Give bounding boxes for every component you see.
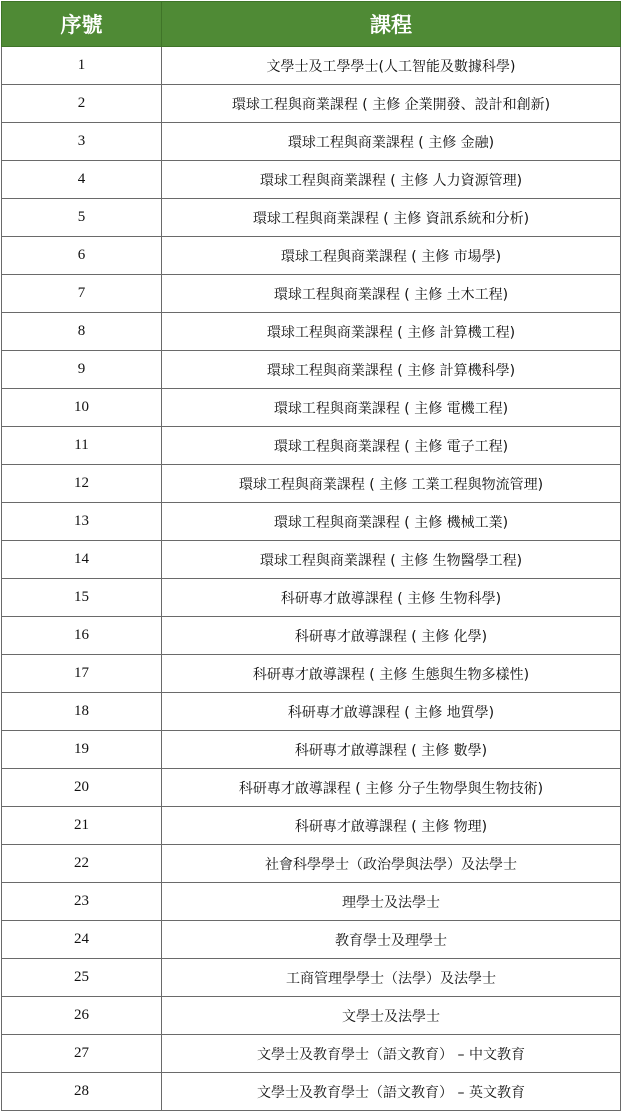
table-row: [2, 85, 621, 123]
table-row: [2, 237, 621, 275]
table-row: [2, 1035, 621, 1073]
row-number: 22: [2, 845, 162, 883]
table-row: [2, 807, 621, 845]
course-name: 環球工程與商業課程 ( 主修 生物醫學工程): [162, 541, 621, 579]
row-number: 7: [2, 275, 162, 313]
column-header-number: 序號: [2, 2, 162, 47]
row-number: 27: [2, 1035, 162, 1073]
table-row: [2, 617, 621, 655]
course-name: 科研專才啟導課程 ( 主修 生物科學): [162, 579, 621, 617]
table-row: [2, 503, 621, 541]
row-number: 5: [2, 199, 162, 237]
row-number: 1: [2, 47, 162, 85]
course-name: 文學士及法學士: [162, 997, 621, 1035]
row-number: 2: [2, 85, 162, 123]
course-name: 環球工程與商業課程 ( 主修 工業工程與物流管理): [162, 465, 621, 503]
table-row: [2, 123, 621, 161]
course-name: 環球工程與商業課程 ( 主修 計算機科學): [162, 351, 621, 389]
course-name: 環球工程與商業課程 ( 主修 資訊系統和分析): [162, 199, 621, 237]
table-row: [2, 427, 621, 465]
table-row: [2, 161, 621, 199]
row-number: 23: [2, 883, 162, 921]
table-row: [2, 693, 621, 731]
row-number: 17: [2, 655, 162, 693]
course-name: 環球工程與商業課程 ( 主修 市場學): [162, 237, 621, 275]
row-number: 11: [2, 427, 162, 465]
table-row: [2, 655, 621, 693]
table-row: [2, 579, 621, 617]
program-table: [1, 1, 621, 1111]
table-row: [2, 959, 621, 997]
course-name: 理學士及法學士: [162, 883, 621, 921]
column-header-course: 課程: [162, 2, 621, 47]
row-number: 26: [2, 997, 162, 1035]
table-row: [2, 921, 621, 959]
table-row: [2, 883, 621, 921]
row-number: 8: [2, 313, 162, 351]
table-row: [2, 351, 621, 389]
row-number: 15: [2, 579, 162, 617]
course-name: 環球工程與商業課程 ( 主修 電機工程): [162, 389, 621, 427]
row-number: 3: [2, 123, 162, 161]
row-number: 10: [2, 389, 162, 427]
row-number: 24: [2, 921, 162, 959]
table-row: [2, 1073, 621, 1111]
course-name: 環球工程與商業課程 ( 主修 機械工業): [162, 503, 621, 541]
course-name: 環球工程與商業課程 ( 主修 企業開發、設計和創新): [162, 85, 621, 123]
course-name: 科研專才啟導課程 ( 主修 化學): [162, 617, 621, 655]
row-number: 21: [2, 807, 162, 845]
row-number: 16: [2, 617, 162, 655]
course-name: 科研專才啟導課程 ( 主修 分子生物學與生物技術): [162, 769, 621, 807]
course-name: 科研專才啟導課程 ( 主修 物理): [162, 807, 621, 845]
course-name: 科研專才啟導課程 ( 主修 地質學): [162, 693, 621, 731]
table-row: [2, 199, 621, 237]
row-number: 28: [2, 1073, 162, 1111]
course-name: 環球工程與商業課程 ( 主修 電子工程): [162, 427, 621, 465]
row-number: 9: [2, 351, 162, 389]
table-row: [2, 275, 621, 313]
row-number: 6: [2, 237, 162, 275]
row-number: 18: [2, 693, 162, 731]
table-row: [2, 313, 621, 351]
course-name: 文學士及教育學士（語文教育） – 中文教育: [162, 1035, 621, 1073]
table-body: [2, 47, 621, 1111]
row-number: 4: [2, 161, 162, 199]
table-row: [2, 389, 621, 427]
table-row: [2, 997, 621, 1035]
table-row: [2, 465, 621, 503]
course-name: 環球工程與商業課程 ( 主修 人力資源管理): [162, 161, 621, 199]
table-header-row: [2, 2, 621, 47]
course-name: 文學士及教育學士（語文教育） – 英文教育: [162, 1073, 621, 1111]
course-name: 文學士及工學學士(人工智能及數據科學): [162, 47, 621, 85]
course-name: 環球工程與商業課程 ( 主修 金融): [162, 123, 621, 161]
course-name: 環球工程與商業課程 ( 主修 計算機工程): [162, 313, 621, 351]
row-number: 20: [2, 769, 162, 807]
course-name: 社會科學學士（政治學與法學）及法學士: [162, 845, 621, 883]
course-name: 環球工程與商業課程 ( 主修 土木工程): [162, 275, 621, 313]
row-number: 19: [2, 731, 162, 769]
course-name: 科研專才啟導課程 ( 主修 生態與生物多樣性): [162, 655, 621, 693]
table-row: [2, 769, 621, 807]
row-number: 25: [2, 959, 162, 997]
row-number: 12: [2, 465, 162, 503]
course-name: 教育學士及理學士: [162, 921, 621, 959]
table-row: [2, 541, 621, 579]
row-number: 13: [2, 503, 162, 541]
row-number: 14: [2, 541, 162, 579]
table-row: [2, 845, 621, 883]
table-row: [2, 47, 621, 85]
table-row: [2, 731, 621, 769]
course-name: 工商管理學學士（法學）及法學士: [162, 959, 621, 997]
course-name: 科研專才啟導課程 ( 主修 數學): [162, 731, 621, 769]
